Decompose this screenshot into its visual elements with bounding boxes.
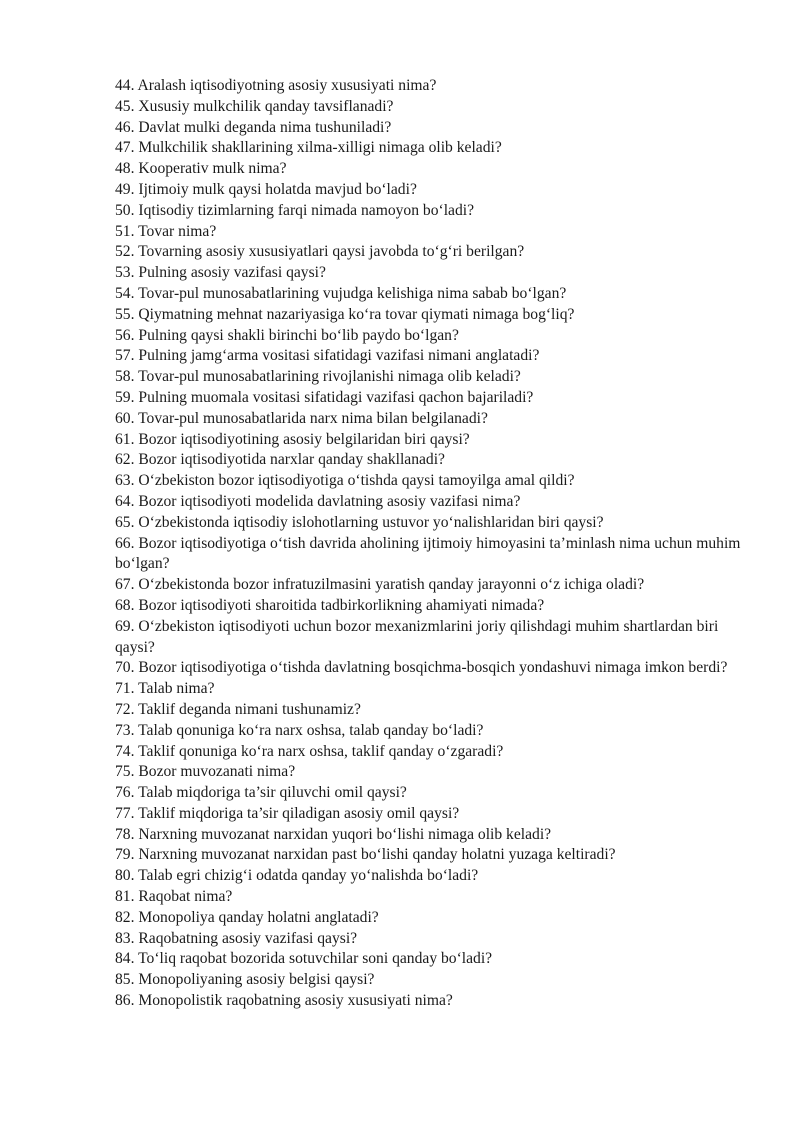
question-item [115, 326, 745, 347]
question-text: Pulning muomala vositasi sifatidagi vazifasi qachon bajariladi? [138, 388, 534, 406]
question-number: 69 . [115, 618, 138, 635]
question-item [115, 825, 745, 846]
question-item [115, 263, 745, 284]
question-number: 55 . [115, 306, 138, 323]
question-number: 67 . [115, 576, 138, 593]
question-number: 65 . [115, 514, 138, 531]
question-text: Narxning muvozanat narxidan yuqori bo‘lishi nimaga olib keladi? [138, 825, 552, 843]
question-item [115, 866, 745, 887]
question-number: 72 . [115, 701, 138, 718]
question-number: 52 . [115, 243, 138, 260]
question-text: Monopoliyaning asosiy belgisi qaysi? [138, 971, 375, 989]
question-number: 80 . [115, 867, 138, 884]
question-item [115, 388, 745, 409]
question-text: Aralash iqtisodiyotning asosiy xususiyati nima? [137, 77, 437, 94]
question-item [115, 991, 745, 1012]
question-number: 48 . [115, 160, 138, 177]
question-text: Bozor iqtisodiyotiga o‘tish davrida aholining ijtimoiy himoyasini ta’minlash nima uchun muhim bo‘lgan? [115, 534, 741, 573]
question-number: 44 . [115, 77, 138, 94]
question-number: 61 . [115, 431, 138, 448]
question-text: Xususiy mulkchilik qanday tavsiflanadi? [138, 97, 394, 115]
question-number: 82 . [115, 909, 138, 926]
question-text: Bozor iqtisodiyotiga o‘tishda davlatning bosqichma-bosqich yondashuvi nimaga imkon berdi? [138, 659, 728, 677]
question-text: Mulkchilik shakllarining xilma-xilligi nimaga olib keladi? [138, 139, 502, 157]
question-number: 84 . [115, 950, 138, 967]
question-text: Bozor iqtisodiyotida narxlar qanday shakllanadi? [138, 451, 445, 469]
question-text: Pulning jamg‘arma vositasi sifatidagi vazifasi nimani anglatadi? [138, 347, 540, 365]
question-text: O‘zbekistonda iqtisodiy islohotlarning ustuvor yo‘nalishlaridan biri qaysi? [138, 513, 604, 531]
question-number: 79 . [115, 846, 138, 863]
question-number: 58 . [115, 368, 138, 385]
question-item [115, 575, 745, 596]
question-item [115, 492, 745, 513]
question-number: 85 . [115, 971, 138, 988]
question-number: 62 . [115, 451, 138, 468]
question-text: Davlat mulki deganda nima tushuniladi? [138, 118, 392, 136]
question-item [115, 367, 745, 388]
question-text: Bozor iqtisodiyoti sharoitida tadbirkorlikning ahamiyati nimada? [138, 596, 545, 614]
question-number: 49 . [115, 181, 138, 198]
question-number: 63 . [115, 472, 138, 489]
question-item [115, 513, 745, 534]
question-item [115, 596, 745, 617]
question-item [115, 159, 745, 180]
question-number: 76 . [115, 784, 138, 801]
question-text: Kooperativ mulk nima? [138, 160, 287, 178]
question-item [115, 180, 745, 201]
question-text: Taklif miqdoriga ta’sir qiladigan asosiy omil qaysi? [138, 804, 460, 822]
question-number: 75 . [115, 763, 138, 780]
question-item [115, 679, 745, 700]
question-item [115, 617, 745, 659]
question-item [115, 430, 745, 451]
question-number: 50 . [115, 202, 138, 219]
question-text: Bozor iqtisodiyoti modelida davlatning asosiy vazifasi nima? [138, 492, 521, 510]
question-item [115, 783, 745, 804]
question-text: Tovar-pul munosabatlarining rivojlanishi nimaga olib keladi? [138, 368, 521, 386]
question-number: 60 . [115, 410, 138, 427]
question-item [115, 76, 745, 97]
question-text: Tovar nima? [138, 222, 217, 240]
question-item [115, 887, 745, 908]
question-number: 70 . [115, 659, 138, 676]
question-item [115, 242, 745, 263]
question-item [115, 534, 745, 576]
question-item [115, 201, 745, 222]
question-text: O‘zbekiston bozor iqtisodiyotiga o‘tishda qaysi tamoyilga amal qildi? [138, 472, 575, 490]
question-number: 64 . [115, 493, 138, 510]
question-item [115, 346, 745, 367]
question-item [115, 949, 745, 970]
question-number: 45 . [115, 98, 138, 115]
question-number: 59 . [115, 389, 138, 406]
question-number: 46 . [115, 119, 138, 136]
question-text: Monopoliya qanday holatni anglatadi? [138, 908, 379, 926]
question-number: 86 . [115, 992, 138, 1009]
question-text: O‘zbekiston iqtisodiyoti uchun bozor mexanizmlarini joriy qilishdagi muhim shartlardan biri qaysi? [115, 617, 719, 656]
question-text: Iqtisodiy tizimlarning farqi nimada namoyon bo‘ladi? [138, 201, 475, 219]
question-text: Taklif qonuniga ko‘ra narx oshsa, taklif qanday o‘zgaradi? [138, 742, 504, 760]
question-item [115, 450, 745, 471]
question-text: Tovar-pul munosabatlarining vujudga kelishiga nima sabab bo‘lgan? [138, 284, 567, 302]
question-text: Pulning asosiy vazifasi qaysi? [138, 264, 326, 282]
question-text: Bozor muvozanati nima? [138, 763, 296, 781]
question-item [115, 762, 745, 783]
question-number: 83 . [115, 930, 138, 947]
question-item [115, 284, 745, 305]
question-text: Tovarning asosiy xususiyatlari qaysi javobda to‘g‘ri berilgan? [138, 243, 525, 261]
question-text: Talab miqdoriga ta’sir qiluvchi omil qaysi? [138, 784, 407, 802]
question-number: 73 . [115, 722, 138, 739]
question-item [115, 97, 745, 118]
question-number: 71 . [115, 680, 138, 697]
question-item [115, 409, 745, 430]
question-text: To‘liq raqobat bozorida sotuvchilar soni qanday bo‘ladi? [138, 950, 493, 968]
question-item [115, 804, 745, 825]
question-number: 68 . [115, 597, 138, 614]
question-text: Tovar-pul munosabatlarida narx nima bilan belgilanadi? [138, 409, 488, 427]
question-number: 78 . [115, 826, 138, 843]
question-item [115, 742, 745, 763]
question-number: 56 . [115, 327, 138, 344]
question-number: 53 . [115, 264, 138, 281]
question-item [115, 845, 745, 866]
question-item [115, 970, 745, 991]
question-text: Talab nima? [138, 680, 215, 698]
question-item [115, 658, 745, 679]
question-item [115, 721, 745, 742]
question-number: 74 . [115, 743, 138, 760]
question-text: O‘zbekistonda bozor infratuzilmasini yaratish qanday jarayonni o‘z ichiga oladi? [138, 576, 645, 594]
question-number: 77 . [115, 805, 138, 822]
question-text: Raqobat nima? [138, 888, 233, 906]
question-number: 66 . [115, 535, 138, 552]
question-number: 54 . [115, 285, 138, 302]
question-item [115, 700, 745, 721]
question-text: Bozor iqtisodiyotining asosiy belgilaridan biri qaysi? [138, 430, 470, 448]
question-text: Narxning muvozanat narxidan past bo‘lishi qanday holatni yuzaga keltiradi? [138, 846, 616, 864]
question-number: 57 . [115, 347, 138, 364]
question-text: Pulning qaysi shakli birinchi bo‘lib paydo bo‘lgan? [138, 326, 459, 344]
question-number: 47 . [115, 139, 138, 156]
question-item [115, 118, 745, 139]
question-item [115, 138, 745, 159]
question-number: 51 . [115, 223, 138, 240]
question-item [115, 222, 745, 243]
question-text: Talab qonuniga ko‘ra narx oshsa, talab qanday bo‘ladi? [138, 721, 484, 739]
question-text: Ijtimoiy mulk qaysi holatda mavjud bo‘ladi? [138, 180, 417, 198]
question-item [115, 471, 745, 492]
question-text: Taklif deganda nimani tushunamiz? [138, 700, 361, 718]
question-text: Qiymatning mehnat nazariyasiga ko‘ra tovar qiymati nimaga bog‘liq? [138, 305, 575, 323]
question-text: Talab egri chizig‘i odatda qanday yo‘nalishda bo‘ladi? [138, 867, 479, 885]
question-text: Raqobatning asosiy vazifasi qaysi? [138, 929, 358, 947]
question-number: 81 . [115, 888, 138, 905]
question-item [115, 305, 745, 326]
question-item [115, 929, 745, 950]
question-text: Monopolistik raqobatning asosiy xususiyati nima? [138, 992, 453, 1010]
question-list [115, 76, 745, 1012]
question-item [115, 908, 745, 929]
